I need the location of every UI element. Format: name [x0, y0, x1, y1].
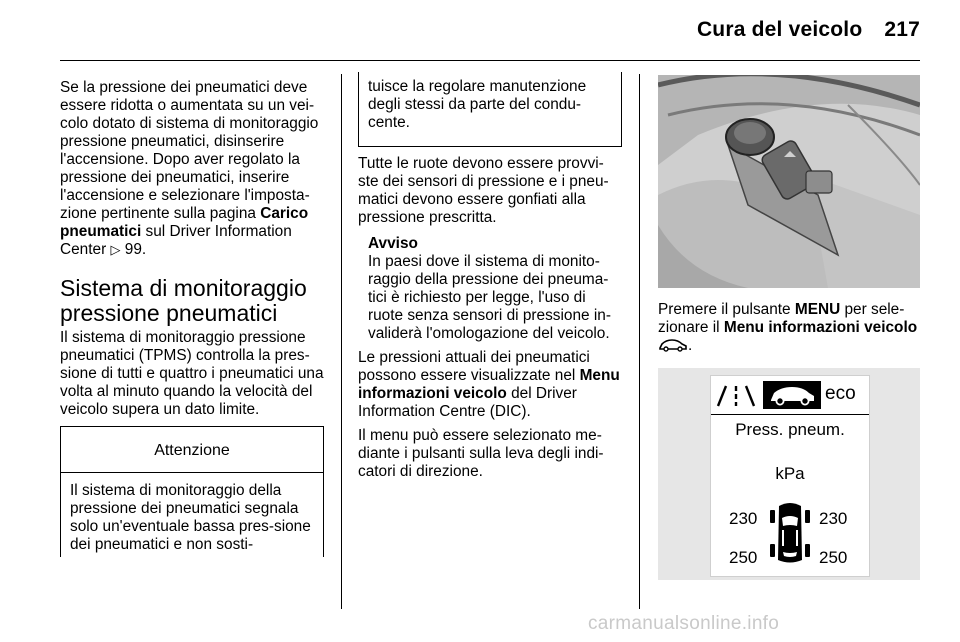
column-1 — [60, 79, 324, 419]
notice-block — [358, 235, 622, 343]
car-top-view-icon — [768, 500, 812, 566]
rear-right-pressure: 250 — [819, 548, 848, 567]
menu-instruction-paragraph: Premere il pulsante MENU per sele-zionare il Menu informazioni veicolo . — [658, 301, 918, 354]
page-header — [697, 18, 920, 42]
attention-box-part-1 — [60, 426, 324, 557]
header-rule — [60, 60, 920, 61]
dic-unit: kPa — [775, 464, 805, 483]
menu-info-veicolo-term-2: Menu informazioni veicolo — [723, 319, 918, 336]
tpms-description-paragraph: Il sistema di monitoraggio pressione pneumatici (TPMS) controlla la pres-sione di tutti e quattro i pneumatici una volta al minuto quando la velocità del veicolo supera un dato limite. — [60, 329, 324, 418]
watermark: carmanualsonline.info — [588, 613, 780, 634]
attention-title: Attenzione — [61, 427, 323, 473]
dic-screen — [710, 375, 870, 577]
page-reference-arrow-icon: ▷ — [110, 243, 121, 258]
attention-box-part-2 — [358, 72, 622, 147]
column-3-text — [658, 301, 920, 355]
notice-text: In paesi dove il sistema di monito-raggio della pressione dei pneuma-tici è richiesto per legge, l'uso di ruote senza sensori di pressione in-validerà l'omologazione del veicolo. — [368, 253, 611, 342]
menu-info-veicolo-term: Menu informazioni veicolo — [358, 367, 620, 402]
carico-pneumatici-term: Carico pneumatici — [60, 205, 309, 240]
attention-text-2: tuisce la regolare manutenzione degli stessi da parte del condu-cente. — [368, 78, 587, 131]
front-left-pressure: 230 — [729, 509, 758, 528]
dic-display — [658, 368, 920, 580]
car-icon — [763, 381, 821, 409]
lever-photo — [658, 75, 920, 288]
column-divider-2 — [639, 74, 640, 609]
section-heading: Sistema di monitoraggio pressione pneumatici — [60, 275, 307, 326]
sensors-paragraph: Tutte le ruote devono essere provvi-ste dei sensori di pressione e i pneu-matici devono essere gonfiati alla pressione prescritta. — [358, 155, 609, 226]
tpms-adjust-paragraph: Se la pressione dei pneumatici deve essere ridotta o aumentata su un vei-colo dotato di sistema di monitoraggio pressione pneumatici, disinserire l'accensione. Dopo aver regolato la pressione dei pneumatici, inserire l'accensione e selezionare l'imposta-zione pertinente sulla pagina Carico pneumatici sul Driver Information Center ▷ 99. — [60, 79, 319, 258]
page-number: 217 — [884, 18, 920, 41]
dic-status-bar — [711, 376, 869, 415]
page-reference-link[interactable]: 99. — [120, 241, 147, 258]
column-2 — [358, 155, 622, 481]
turn-signal-lever-illustration — [658, 75, 920, 288]
menu-button-term: MENU — [794, 301, 841, 318]
column-divider-1 — [341, 74, 342, 609]
front-right-pressure: 230 — [819, 509, 848, 528]
eco-label: eco — [825, 383, 856, 404]
header-title: Cura del veicolo — [696, 18, 863, 41]
notice-title: Avviso — [368, 235, 418, 252]
lane-warning-icon — [713, 384, 763, 408]
pressure-display-paragraph: Le pressioni attuali dei pneumatici possono essere visualizzate nel Menu informazioni veicolo del Driver Information Centre (DIC). — [358, 349, 620, 420]
attention-text-1: Il sistema di monitoraggio della pressione dei pneumatici segnala solo un'eventuale bassa pres-sione dei pneumatici e non sosti- — [70, 482, 311, 553]
menu-selection-paragraph: Il menu può essere selezionato me-diante i pulsanti sulla leva degli indi-catori di direzione. — [358, 427, 604, 480]
vehicle-menu-icon — [658, 337, 688, 354]
rear-left-pressure: 250 — [729, 548, 758, 567]
dic-title: Press. pneum. — [735, 420, 845, 439]
vehicle-menu-tab — [763, 381, 821, 409]
